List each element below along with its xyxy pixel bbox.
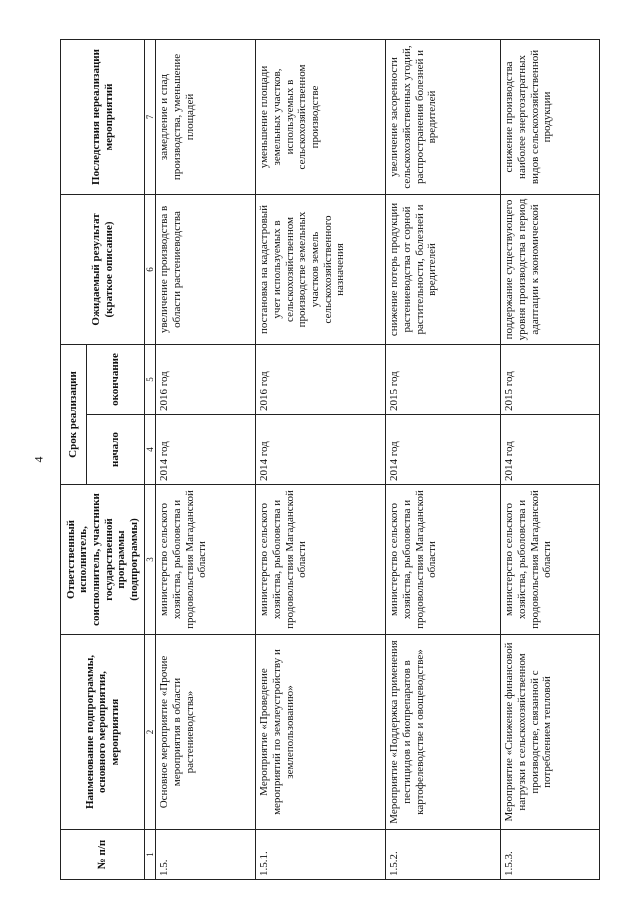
row-consequences: уменьшение площади земельных участков, используемых в сельскохозяйственном производстве (256, 39, 386, 194)
row-result: постановка на кадастровый учет используемых в сельскохозяйственном производстве земельных участков земель сельскохозяйственного назначения (256, 194, 386, 344)
row-start: 2014 год (386, 415, 501, 485)
row-end: 2015 год (501, 344, 600, 414)
row-name: Мероприятие «Проведение мероприятий по землеустройству и землепользованию» (256, 635, 386, 830)
row-num: 1.5. (156, 830, 256, 880)
row-num: 1.5.2. (386, 830, 501, 880)
header-row-1 (61, 39, 87, 879)
row-end: 2015 год (386, 344, 501, 414)
row-name: Мероприятие «Поддержка применения пестицидов и биопрепаратов в картофелеводстве и овощеводстве» (386, 635, 501, 830)
row-result: снижение потерь продукции растениеводства от сорной растительности, болезней и вредителей (386, 194, 501, 344)
row-num: 1.5.1. (256, 830, 386, 880)
row-start: 2014 год (156, 415, 256, 485)
column-number: 6 (145, 194, 156, 344)
row-responsible: министерство сельского хозяйства, рыболовства и продовольствия Магаданской области (156, 485, 256, 635)
rotated-page (60, 40, 600, 880)
row-start: 2014 год (501, 415, 600, 485)
header-end: окончание (87, 344, 145, 414)
row-consequences: замедление и спад производства, уменьшение площадей (156, 39, 256, 194)
row-consequences: увеличение засоренности сельскохозяйственных угодий, распространения болезней и вредителей (386, 39, 501, 194)
row-start: 2014 год (256, 415, 386, 485)
header-term: Срок реализации (61, 344, 87, 484)
row-name: Мероприятие «Снижение финансовой нагрузки в сельскохозяйственном производстве, связанной с потреблением тепловой (501, 635, 600, 830)
column-number: 3 (145, 485, 156, 635)
column-number: 2 (145, 635, 156, 830)
header-start: начало (87, 415, 145, 485)
row-result: увеличение производства в области растениеводства (156, 194, 256, 344)
table-row (386, 39, 501, 879)
header-num: № п/п (61, 830, 145, 880)
column-number: 7 (145, 39, 156, 194)
header-name: Наименование подпрограммы, основного мероприятия, мероприятия (61, 635, 145, 830)
row-end: 2016 год (256, 344, 386, 414)
header-result: Ожидаемый результат (краткое описание) (61, 194, 145, 344)
page-number: 4 (31, 456, 46, 463)
column-numbers-row (145, 39, 156, 879)
column-number: 1 (145, 830, 156, 880)
row-name: Основное мероприятие «Прочие мероприятия в области растениеводства» (156, 635, 256, 830)
row-responsible: министерство сельского хозяйства, рыболовства и продовольствия Магаданской области (386, 485, 501, 635)
row-responsible: министерство сельского хозяйства, рыболовства и продовольствия Магаданской области (501, 485, 600, 635)
table-row (256, 39, 386, 879)
row-result: поддержание существующего уровня производства в период адаптации к экономической (501, 194, 600, 344)
column-number: 4 (145, 415, 156, 485)
row-num: 1.5.3. (501, 830, 600, 880)
header-responsible: Ответственный исполнитель, соисполнитель, участники государственной программы (подпрограммы) (61, 485, 145, 635)
table-row (501, 39, 600, 879)
table-row (156, 39, 256, 879)
events-table (60, 39, 600, 880)
header-consequences: Последствия нереализации мероприятий (61, 39, 145, 194)
column-number: 5 (145, 344, 156, 414)
row-end: 2016 год (156, 344, 256, 414)
row-consequences: снижение производства наиболее энергозатратных видов сельскохозяйственной продукции (501, 39, 600, 194)
row-responsible: министерство сельского хозяйства, рыболовства и продовольствия Магаданской области (256, 485, 386, 635)
